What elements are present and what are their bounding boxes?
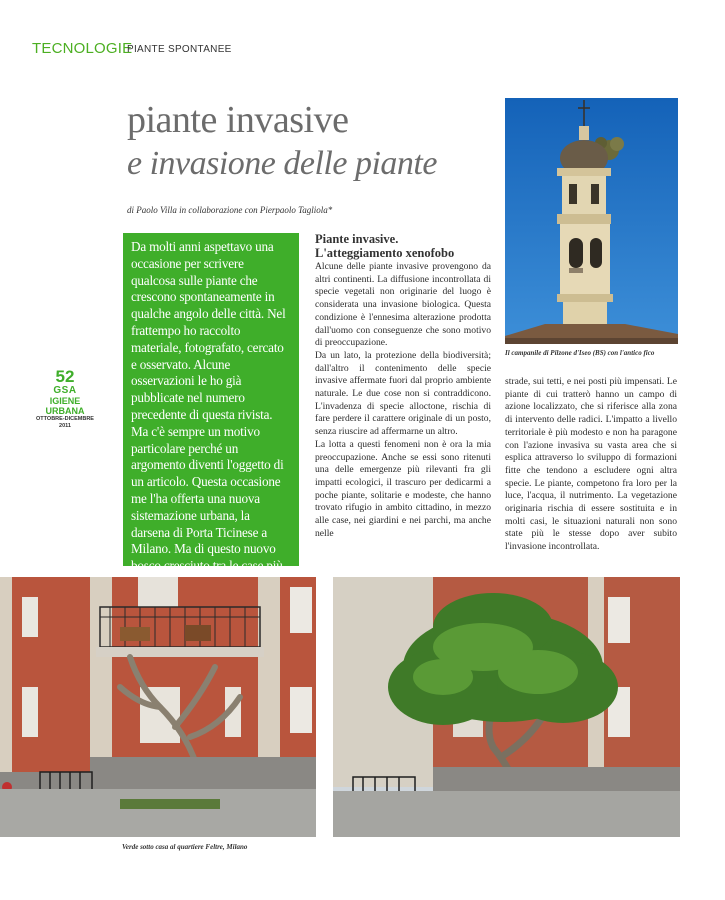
article-heading-line2: L'atteggiamento xenofobo [315,245,455,260]
intro-box [123,233,299,574]
paragraph: Alcune delle piante invasive provengono da altri continenti. La diffusione incontrollata di specie vegetali non originarie del luogo è considerata una invasione biologica. Questa condizione è l'ennesima alterazione prodotta dall'uomo con conseguenze che sono motivo di preoccupazione. [315,261,491,349]
subsection-label: PIANTE SPONTANEE [127,44,232,55]
intro-text: Da molti anni aspettavo una occasione per scrivere qualcosa sulle piante che crescono spontaneamente in qualche angolo delle città. Nel frattempo ho raccolto materiale, fotografato, cercato e osservato. Alcune osservazioni le ho già pubblicate nel numero precedente di questa rivista. Ma c'è sempre un motivo particolare perché un argomento diventi l'oggetto di un articolo. Questa occasione me l'ha offerta una nuova sistemazione urbana, la darsena di Porta Ticinese a Milano. Ma di questo nuovo bosco cresciuto tra le case più [131,239,286,574]
paragraph: strade, sui tetti, e nei posti più impensati. Le piante di cui tratterò hanno un campo di azione localizzato, che si riferisce alla zona di intervento delle radici. L'impatto a livello territoriale è più modesto e non ha paragone con l'azione invasiva su vasta area che si esplica attraverso lo sviluppo di formazioni fitte che tendono a escludere ogni altra specie. Le piante, competono fra loro per la luce, l'acqua, il nutrimento. La vegetazione originaria rischia di essere sostituita e in molti casi, le situazioni naturali non sono state più le stesse dopo aver subito l'invasione incontrollata. [505,376,677,553]
byline: di Paolo Villa in collaborazione con Pierpaolo Tagliola* [127,205,333,215]
magazine-logo: GSA [53,385,77,396]
article-title-line2: e invasione delle piante [127,145,437,182]
article-title-line1: piante invasive [127,99,349,141]
paragraph: La lotta a questi fenomeni non è ora la mia preoccupazione. Anche se essi sono ritenuti una delle emergenze più rilevanti fra gli impatti ecologici, il trascuro per dedicarmi a poche piante, solitarie e modeste, che hanno trovato rifugio in ambito cittadino, in mezzo alle case, nei giardini e nei parchi, ma anche nelle [315,438,491,539]
campanile-illustration [505,98,678,344]
section-label: TECNOLOGIE [32,40,133,57]
issue-date: OTTOBRE-DICEMBRE 2011 [36,416,94,429]
bottom-caption: Verde sotto casa al quartiere Feltre, Milano [122,843,248,851]
campanile-caption: Il campanile di Pilzone d'Iseo (BS) con l'antico fico [505,349,655,357]
building-photo-left [0,577,316,837]
page-number-block [30,368,100,430]
building-photo-right [333,577,680,837]
article-column-1 [315,233,491,540]
page-number: 52 [55,367,75,386]
building-left-illustration [0,577,316,837]
article-column-2 [505,376,677,554]
article-heading [315,233,491,260]
magazine-name: IGIENE URBANA [45,396,85,416]
article-heading-line1: Piante invasive. [315,232,399,246]
campanile-photo [505,98,678,344]
building-right-illustration [333,577,680,837]
paragraph: Da un lato, la protezione della biodiversità; dall'altro il contenimento delle specie invasive affermate fuori dal proprio ambiente naturale. Le due cose non si contraddicono. L'invadenza di specie alloctone, rischia di fare perdere il carattere originale di un posto, senza riuscire ad affermarne un altro. [315,349,491,438]
